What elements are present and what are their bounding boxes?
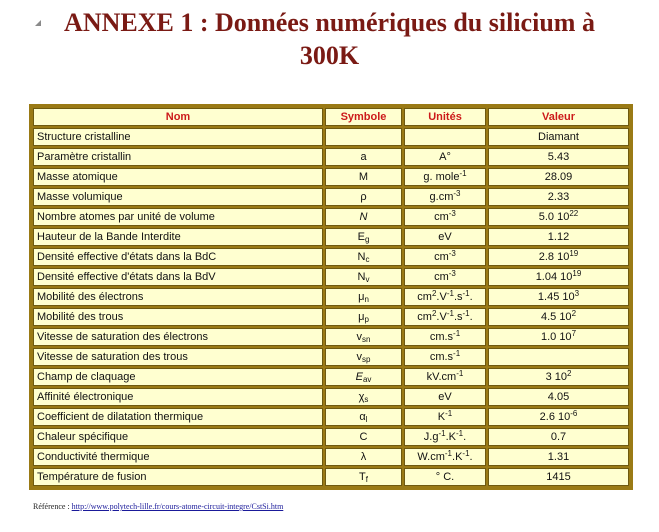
- cell-nom: Conductivité thermique: [33, 448, 323, 466]
- cell-nom: Vitesse de saturation des électrons: [33, 328, 323, 346]
- cell-unites: $cm.s^{-1}$: [404, 348, 486, 366]
- cell-unites: $cm^2.V^{-1}.s^{-1}$.: [404, 288, 486, 306]
- table-row: [33, 248, 629, 266]
- table-row: [33, 148, 629, 166]
- cell-symbole: $v_{sn}$: [325, 328, 402, 346]
- table-row: [33, 168, 629, 186]
- cell-nom: Mobilité des électrons: [33, 288, 323, 306]
- silicon-data-table-frame: [29, 104, 633, 490]
- cell-nom: Structure cristalline: [33, 128, 323, 146]
- cell-valeur: 3 $10^2$: [488, 368, 629, 386]
- title-line-1: ANNEXE 1 : Données numériques du silicium à: [64, 8, 595, 37]
- reference-label: Référence :: [33, 502, 70, 511]
- cell-unites: [404, 128, 486, 146]
- cell-unites: $g.cm^{-3}$: [404, 188, 486, 206]
- cell-symbole: $E_g$: [325, 228, 402, 246]
- cell-valeur: 2.6 $10^{-6}$: [488, 408, 629, 426]
- table-row: [33, 268, 629, 286]
- cell-unites: $cm.s^{-1}$: [404, 328, 486, 346]
- cell-symbole: $E_{av}$: [325, 368, 402, 386]
- cell-nom: Mobilité des trous: [33, 308, 323, 326]
- cell-symbole: $\mu_p$: [325, 308, 402, 326]
- header-nom: Nom: [33, 108, 323, 126]
- cell-symbole: λ: [325, 448, 402, 466]
- cell-symbole: a: [325, 148, 402, 166]
- cell-symbole: [325, 128, 402, 146]
- cell-symbole: $N_v$: [325, 268, 402, 286]
- cell-valeur: [488, 348, 629, 366]
- cell-symbole: C: [325, 428, 402, 446]
- cell-valeur: 28.09: [488, 168, 629, 186]
- header-valeur: Valeur: [488, 108, 629, 126]
- cell-valeur: Diamant: [488, 128, 629, 146]
- table-row: [33, 328, 629, 346]
- table-row: [33, 448, 629, 466]
- table-row: [33, 128, 629, 146]
- cell-symbole: $\mu_n$: [325, 288, 402, 306]
- page-title: [0, 6, 659, 72]
- cell-valeur: 1.45 $10^3$: [488, 288, 629, 306]
- table-row: [33, 468, 629, 486]
- cell-unites: $J.g^{-1}.K^{-1}$.: [404, 428, 486, 446]
- cell-valeur: 5.0 $10^{22}$: [488, 208, 629, 226]
- cell-unites: $K^{-1}$: [404, 408, 486, 426]
- cell-symbole: $\chi_s$: [325, 388, 402, 406]
- cell-valeur: 1.04 $10^{19}$: [488, 268, 629, 286]
- cell-unites: $kV.cm^{-1}$: [404, 368, 486, 386]
- cell-unites: $cm^2.V^{-1}.s^{-1}$.: [404, 308, 486, 326]
- cell-symbole: $\alpha_l$: [325, 408, 402, 426]
- table-row: [33, 388, 629, 406]
- reference-link[interactable]: http://www.polytech-lille.fr/cours-atome-circuit-integre/CstSi.htm: [71, 502, 284, 511]
- cell-nom: Coefficient de dilatation thermique: [33, 408, 323, 426]
- cell-valeur: 4.05: [488, 388, 629, 406]
- cell-nom: Affinité électronique: [33, 388, 323, 406]
- cell-valeur: 1.12: [488, 228, 629, 246]
- header-symbole: Symbole: [325, 108, 402, 126]
- table-row: [33, 228, 629, 246]
- cell-unites: $cm^{-3}$: [404, 268, 486, 286]
- table-row: [33, 308, 629, 326]
- cell-valeur: 1415: [488, 468, 629, 486]
- cell-valeur: 4.5 $10^2$: [488, 308, 629, 326]
- silicon-data-table: [31, 106, 631, 488]
- cell-nom: Vitesse de saturation des trous: [33, 348, 323, 366]
- cell-unites: $W.cm^{-1}.K^{-1}$.: [404, 448, 486, 466]
- cell-valeur: 0.7: [488, 428, 629, 446]
- cell-symbole: M: [325, 168, 402, 186]
- cell-nom: Chaleur spécifique: [33, 428, 323, 446]
- cell-symbole: $v_{sp}$: [325, 348, 402, 366]
- cell-valeur: 2.8 $10^{19}$: [488, 248, 629, 266]
- cell-nom: Masse atomique: [33, 168, 323, 186]
- cell-nom: Température de fusion: [33, 468, 323, 486]
- cell-unites: $cm^{-3}$: [404, 208, 486, 226]
- reference-note: [33, 502, 283, 511]
- table-row: [33, 348, 629, 366]
- table-row: [33, 188, 629, 206]
- cell-symbole: $T_f$: [325, 468, 402, 486]
- table-row: [33, 368, 629, 386]
- table-row: [33, 408, 629, 426]
- cell-valeur: 2.33: [488, 188, 629, 206]
- table-row: [33, 428, 629, 446]
- cell-unites: A°: [404, 148, 486, 166]
- cell-symbole: N: [325, 208, 402, 226]
- table-row: [33, 288, 629, 306]
- cell-nom: Nombre atomes par unité de volume: [33, 208, 323, 226]
- cell-unites: eV: [404, 388, 486, 406]
- title-line-2: 300K: [299, 41, 360, 70]
- cell-nom: Hauteur de la Bande Interdite: [33, 228, 323, 246]
- cell-symbole: ρ: [325, 188, 402, 206]
- cell-nom: Masse volumique: [33, 188, 323, 206]
- cell-nom: Densité effective d'états dans la BdC: [33, 248, 323, 266]
- table-header-row: [33, 108, 629, 126]
- table-row: [33, 208, 629, 226]
- cell-valeur: 1.0 $10^7$: [488, 328, 629, 346]
- cell-nom: Densité effective d'états dans la BdV: [33, 268, 323, 286]
- collapse-triangle-icon[interactable]: [35, 20, 41, 26]
- cell-symbole: $N_c$: [325, 248, 402, 266]
- cell-valeur: 5.43: [488, 148, 629, 166]
- cell-unites: ° C.: [404, 468, 486, 486]
- cell-nom: Paramètre cristallin: [33, 148, 323, 166]
- cell-unites: eV: [404, 228, 486, 246]
- cell-unites: $cm^{-3}$: [404, 248, 486, 266]
- cell-unites: g. mole$^{-1}$: [404, 168, 486, 186]
- header-unites: Unités: [404, 108, 486, 126]
- cell-nom: Champ de claquage: [33, 368, 323, 386]
- cell-valeur: 1.31: [488, 448, 629, 466]
